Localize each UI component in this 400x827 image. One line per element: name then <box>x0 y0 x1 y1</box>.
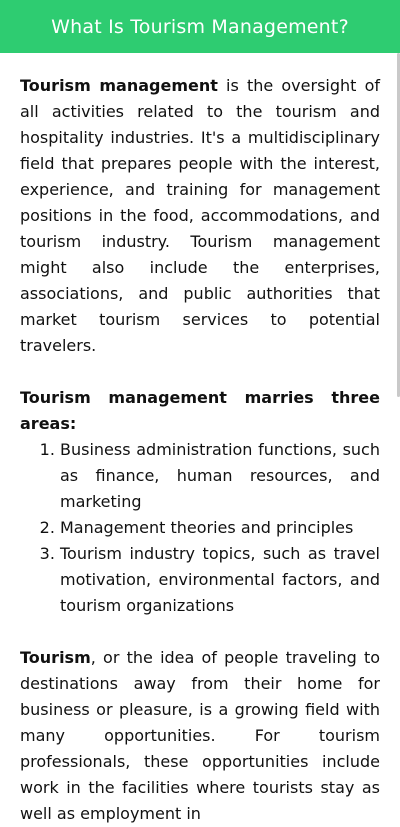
title-bar <box>0 0 400 53</box>
page-title: What Is Tourism Management? <box>51 15 349 38</box>
paragraph-spacer <box>20 619 380 645</box>
intro-term: Tourism management <box>20 76 218 95</box>
tourism-term: Tourism <box>20 648 91 667</box>
list-item: 3. Tourism industry topics, such as travel motivation, environmental factors, and tourism organizations <box>60 541 380 619</box>
intro-paragraph <box>20 73 380 359</box>
paragraph-spacer <box>20 359 380 385</box>
areas-list <box>20 437 380 619</box>
article-body[interactable] <box>20 73 380 827</box>
tourism-paragraph <box>20 645 380 827</box>
list-item: 1. Business administration functions, such as finance, human resources, and marketing <box>60 437 380 515</box>
tourism-text: , or the idea of people traveling to destinations away from their home for business or pleasure, is a growing field with many opportunities. For tourism professionals, these opportunities include work in the facilities where tourists stay as well as employment in <box>20 648 380 823</box>
intro-text: is the oversight of all activities related to the tourism and hospitality industries. It's a multidisciplinary field that prepares people with the interest, experience, and training for management positions in the food, accommodations, and tourism industry. Tourism management might also include the enterprises, associations, and public authorities that market tourism services to potential travelers. <box>20 76 380 355</box>
list-item: 2. Management theories and principles <box>60 515 380 541</box>
areas-heading: Tourism management marries three areas: <box>20 388 380 433</box>
